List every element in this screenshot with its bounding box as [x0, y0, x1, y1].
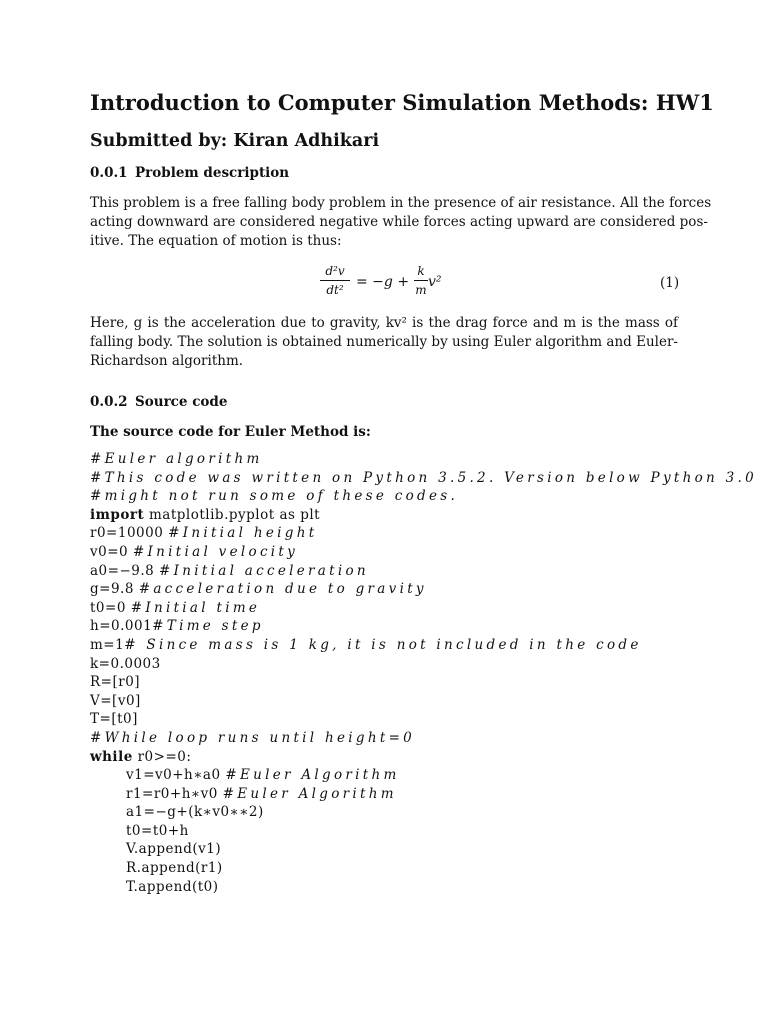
code-line [90, 840, 757, 859]
code-comment: #Euler Algorithm [225, 767, 400, 784]
code-text: g=9.8 [90, 581, 139, 598]
code-line [90, 636, 757, 655]
code-comment: #Initial time [130, 599, 261, 616]
equation-rhs-denominator: m [415, 283, 427, 297]
code-text: a0=−9.8 [90, 562, 160, 579]
code-comment: # Since mass is 1 kg, it is not included in the code [124, 636, 642, 653]
paragraph-line: acting downward are considered negative while forces acting upward are considered pos- [90, 214, 708, 230]
code-line [90, 803, 757, 822]
code-line [90, 655, 757, 674]
code-keyword: while [90, 748, 133, 765]
code-line [90, 673, 757, 692]
code-text: t0=t0+h [126, 822, 189, 839]
code-text: t0=0 [90, 599, 131, 616]
code-line [90, 469, 757, 488]
source-code-intro: The source code for Euler Method is: [90, 424, 371, 440]
document-subtitle: Submitted by: Kiran Adhikari [90, 131, 380, 151]
document-title: Introduction to Computer Simulation Methods: HW1 [90, 90, 714, 115]
code-line [90, 450, 757, 469]
code-text: r0>=0: [132, 748, 192, 765]
code-comment: #Euler Algorithm [222, 785, 397, 802]
code-line [90, 822, 757, 841]
code-line [90, 524, 757, 543]
paragraph-line: This problem is a free falling body problem in the presence of air resistance. All the forces [90, 195, 712, 211]
section-heading-problem-description [90, 165, 289, 181]
equation-middle: = −g + [356, 274, 410, 290]
code-text: m=1 [90, 636, 125, 653]
code-comment: #Time step [152, 618, 264, 635]
code-comment: #Euler algorithm [90, 451, 263, 467]
code-text: r0=10000 [90, 525, 169, 542]
equation-rhs-tail: v² [428, 274, 442, 290]
code-line [90, 766, 757, 785]
paragraph-line: Here, g is the acceleration due to gravity, kv² is the drag force and m is the mass of [90, 315, 678, 331]
section-number: 0.0.2 [90, 394, 128, 410]
code-line [90, 543, 757, 562]
code-comment: #This code was written on Python 3.5.2. Version below Python 3.0 [90, 469, 757, 486]
code-text: R=[r0] [90, 674, 141, 691]
code-comment: #Initial height [168, 525, 318, 542]
paragraph-problem-intro [90, 194, 712, 251]
code-line [90, 710, 757, 729]
code-line [90, 729, 757, 748]
code-text: T.append(t0) [126, 878, 219, 895]
code-text: r1=r0+h∗v0 [126, 785, 223, 802]
code-text: matplotlib.pyplot as plt [144, 506, 321, 523]
code-line [90, 599, 757, 618]
equation-rhs-fraction [414, 262, 428, 299]
code-text: h=0.001 [90, 618, 153, 635]
code-comment: #acceleration due to gravity [138, 581, 427, 598]
code-comment: #Initial velocity [132, 543, 299, 560]
code-line [90, 617, 757, 636]
paragraph-line: Richardson algorithm. [90, 353, 244, 369]
equation-rhs-numerator: k [417, 264, 425, 278]
code-text: R.append(r1) [126, 860, 223, 877]
code-text: T=[t0] [90, 711, 138, 728]
code-text: V=[v0] [90, 692, 141, 709]
code-comment: #might not run some of these codes. [90, 488, 459, 505]
equation-lhs-numerator: d²v [325, 264, 345, 278]
code-line [90, 580, 757, 599]
section-number: 0.0.1 [90, 165, 128, 181]
section-heading-source-code [90, 394, 227, 410]
paragraph-line: itive. The equation of motion is thus: [90, 233, 342, 249]
code-keyword: import [90, 506, 145, 523]
code-text: a1=−g+(k∗v0∗∗2) [126, 804, 264, 821]
equation-lhs-denominator: dt² [326, 283, 344, 297]
code-text: V.append(v1) [126, 841, 222, 858]
code-listing [90, 450, 757, 896]
paragraph-explanation [90, 314, 678, 371]
section-title: Source code [135, 394, 228, 410]
code-line [90, 859, 757, 878]
section-title: Problem description [135, 165, 290, 181]
equation-lhs-fraction [320, 262, 350, 299]
code-text: v1=v0+h∗a0 [126, 767, 226, 784]
code-comment: #Initial acceleration [159, 562, 369, 579]
code-line [90, 487, 757, 506]
paragraph-line: falling body. The solution is obtained numerically by using Euler algorithm and Euler- [90, 334, 678, 350]
code-line [90, 748, 757, 767]
code-line [90, 785, 757, 804]
code-line [90, 692, 757, 711]
code-line [90, 562, 757, 581]
code-text: v0=0 [90, 543, 133, 560]
equation-number: (1) [660, 275, 680, 291]
code-line [90, 506, 757, 525]
code-line [90, 878, 757, 897]
code-text: k=0.0003 [90, 655, 161, 672]
code-comment: #While loop runs until height=0 [90, 729, 416, 746]
